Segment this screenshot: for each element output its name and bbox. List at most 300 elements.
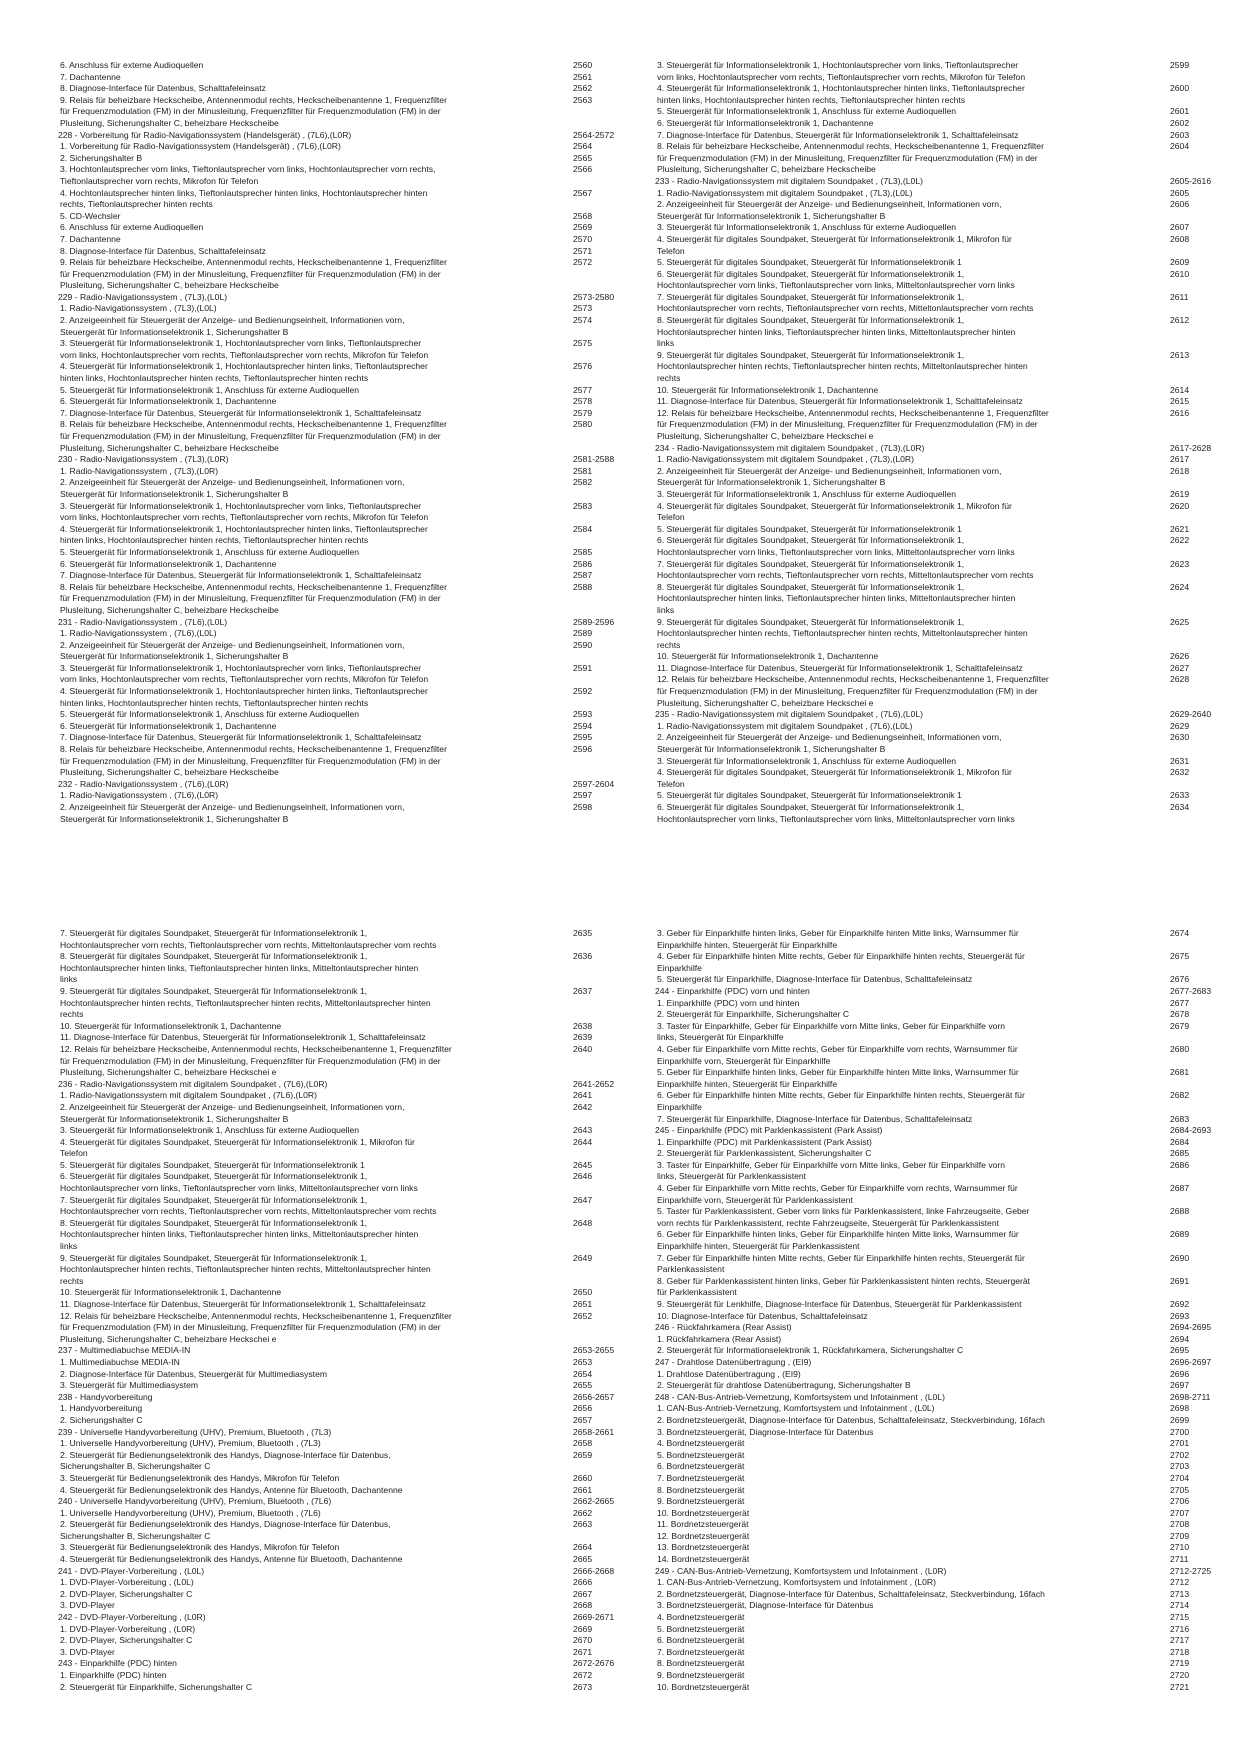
entry-text: 2. Anzeigeeinheit für Steuergerät der Anzeige- und Bedienungseinheit, Informationen vorn, Steuergerät für Informationselektronik 1, Sicherungshalter B: [60, 477, 405, 499]
entry-page-number: 2575: [573, 338, 593, 349]
index-entry: [655, 1392, 1240, 1404]
entry-page-number: 2595: [573, 732, 593, 743]
index-entry: [58, 1102, 643, 1125]
entry-page-number: 2645: [573, 1159, 593, 1170]
index-entry: [58, 951, 643, 986]
entry-page-number: 2577: [573, 384, 593, 395]
index-entry: [655, 1531, 1240, 1543]
entry-page-number: 2581-2588: [573, 454, 615, 465]
index-entry: [58, 1496, 643, 1508]
entry-text: 6. Anschluss für externe Audioquellen: [60, 60, 204, 70]
index-entry: [655, 1612, 1240, 1624]
entry-text: 3. Steuergerät für Bedienungselektronik des Handys, Mikrofon für Telefon: [60, 1542, 340, 1553]
entry-text: 8. Diagnose-Interface für Datenbus, Schalttafeleinsatz: [60, 83, 266, 94]
entry-page-number: 2685: [1170, 1148, 1190, 1159]
entry-page-number: 2590: [573, 639, 593, 650]
entry-text: 11. Diagnose-Interface für Datenbus, Steuergerät für Informationselektronik 1, Schalttafeleinsatz: [60, 1299, 426, 1309]
entry-page-number: 2697: [1170, 1380, 1190, 1391]
entry-text: 1. DVD-Player-Vorbereitung , (L0L): [60, 1577, 194, 1588]
index-entry: [58, 570, 643, 582]
entry-text: 229 - Radio-Navigationssystem , (7L3),(L0L): [58, 291, 228, 302]
index-entry: [58, 1403, 643, 1415]
entry-page-number: 2693: [1170, 1310, 1190, 1321]
entry-text: 2. DVD-Player, Sicherungshalter C: [60, 1588, 193, 1599]
entry-page-number: 2711: [1170, 1554, 1189, 1565]
index-entry: [655, 1044, 1240, 1067]
entry-page-number: 2709: [1170, 1530, 1190, 1541]
index-entry: [655, 663, 1240, 675]
index-entry: [655, 1415, 1240, 1427]
entry-page-number: 2706: [1170, 1496, 1190, 1507]
entry-text: 14. Bordnetzsteuergerät: [657, 1554, 750, 1565]
entry-page-number: 2572: [573, 257, 593, 268]
entry-text: 6. Steuergerät für digitales Soundpaket, Steuergerät für Informationselektronik 1, Hochtonlautsprecher vorn links, Tieftonlautsprecher vorn links, Mitteltonlautsprecher vorn links: [60, 1171, 418, 1194]
entry-page-number: 2564: [573, 141, 593, 152]
index-entry: [58, 547, 643, 559]
index-entry: [655, 1589, 1240, 1601]
entry-text: 8. Steuergerät für digitales Soundpaket, Steuergerät für Informationselektronik 1, Hochtonlautsprecher hinten links, Tieftonlautsprecher hinten links, Mitteltonlautsprecher hinten links: [60, 1217, 419, 1252]
entry-text: 2. Sicherungshalter C: [60, 1414, 143, 1425]
index-entry: [58, 1137, 643, 1160]
index-column-top-right: [655, 60, 1240, 825]
entry-text: 8. Steuergerät für digitales Soundpaket, Steuergerät für Informationselektronik 1, Hochtonlautsprecher hinten links, Tieftonlautsprecher hinten links, Mitteltonlautsprecher hinten links: [657, 581, 1016, 615]
entry-text: 5. Steuergerät für digitales Soundpaket, Steuergerät für Informationselektronik 1: [657, 790, 962, 801]
index-entry: [58, 141, 643, 153]
entry-text: 9. Relais für beheizbare Heckscheibe, Antennenmodul rechts, Heckscheibenantenne 1, Frequenzfilter für Frequenzmodulation (FM) in der Minusleitung, Frequenzfilter für Frequenzmodulation (FM) in der Plusleitung, Sicherungshalter C, beheizbare Heckscheibe: [60, 94, 447, 128]
index-entry: [58, 640, 643, 663]
index-entry: [655, 1508, 1240, 1520]
index-entry: [655, 199, 1240, 222]
index-entry: [655, 1345, 1240, 1357]
entry-page-number: 2654: [573, 1368, 593, 1379]
entry-text: 9. Steuergerät für digitales Soundpaket, Steuergerät für Informationselektronik 1, Hochtonlautsprecher hinten rechts, Tieftonlautsprecher hinten rechts, Mitteltonlautsprecher hinten rechts: [60, 985, 431, 1020]
entry-text: 6. Steuergerät für digitales Soundpaket, Steuergerät für Informationselektronik 1, Hochtonlautsprecher vorn links, Tieftonlautsprecher vorn links, Mitteltonlautsprecher vorn links: [657, 268, 1015, 291]
entry-text: 8. Bordnetzsteuergerät: [657, 1658, 745, 1669]
entry-text: 9. Steuergerät für Lenkhilfe, Diagnose-Interface für Datenbus, Steuergerät für Parklenkassistent: [657, 1299, 1022, 1309]
index-entry: [58, 1485, 643, 1497]
entry-text: 1. Einparkhilfe (PDC) mit Parklenkassistent (Park Assist): [657, 1136, 872, 1147]
index-entry: [655, 1090, 1240, 1113]
index-entry: [655, 1148, 1240, 1160]
entry-text: 3. Hochtonlautsprecher vorn links, Tieftonlautsprecher vorn links, Hochtonlautsprecher vorn rechts, Tieftonlautsprecher vorn rechts, Mikrofon für Telefon: [60, 164, 436, 186]
index-entry: [655, 1670, 1240, 1682]
entry-page-number: 2607: [1170, 222, 1190, 233]
entry-page-number: 2597: [573, 790, 593, 801]
index-entry: [58, 1171, 643, 1194]
entry-page-number: 2688: [1170, 1206, 1190, 1217]
index-entry: [655, 709, 1240, 721]
index-entry: [655, 1519, 1240, 1531]
index-entry: [655, 1334, 1240, 1346]
index-entry: [655, 767, 1240, 790]
index-entry: [655, 257, 1240, 269]
entry-page-number: 2651: [573, 1299, 593, 1309]
entry-text: 10. Bordnetzsteuergerät: [657, 1681, 750, 1692]
index-entry: [58, 501, 643, 524]
index-entry: [655, 1322, 1240, 1334]
entry-text: 2. Anzeigeeinheit für Steuergerät der Anzeige- und Bedienungseinheit, Informationen vorn, Steuergerät für Informationselektronik 1, Sicherungshalter B: [60, 802, 405, 824]
entry-text: 6. Steuergerät für Informationselektronik 1, Dachantenne: [657, 117, 874, 128]
entry-page-number: 2600: [1170, 83, 1190, 94]
index-entry: [655, 1021, 1240, 1044]
entry-text: 3. Steuergerät für Informationselektronik 1, Anschluss für externe Audioquellen: [657, 755, 957, 766]
entry-text: 5. Bordnetzsteuergerät: [657, 1623, 745, 1634]
index-entry: [58, 222, 643, 234]
entry-page-number: 2570: [573, 233, 593, 244]
entry-page-number: 2614: [1170, 384, 1190, 395]
entry-page-number: 2695: [1170, 1345, 1190, 1356]
index-entry: [58, 1542, 643, 1554]
index-entry: [58, 582, 643, 617]
entry-text: 2. Anzeigeeinheit für Steuergerät der Anzeige- und Bedienungseinheit, Informationen vorn, Steuergerät für Informationselektronik 1, Sicherungshalter B: [657, 732, 1002, 755]
entry-text: 2. Anzeigeeinheit für Steuergerät der Anzeige- und Bedienungseinheit, Informationen vorn, Steuergerät für Informationselektronik 1, Sicherungshalter B: [60, 315, 405, 337]
index-column-bottom-left: [58, 928, 643, 1693]
entry-page-number: 2576: [573, 361, 593, 372]
entry-text: 6. Geber für Einparkhilfe hinten Mitte rechts, Geber für Einparkhilfe hinten rechts, Steuergerät für Einparkhilfe: [657, 1090, 1025, 1112]
entry-text: 3. Bordnetzsteuergerät, Diagnose-Interface für Datenbus: [657, 1426, 874, 1437]
index-entry: [58, 188, 643, 211]
index-entry: [58, 686, 643, 709]
index-entry: [655, 1624, 1240, 1636]
entry-page-number: 2661: [573, 1484, 593, 1495]
entry-page-number: 2601: [1170, 106, 1190, 117]
index-entry: [58, 303, 643, 315]
index-entry: [655, 802, 1240, 825]
index-entry: [655, 396, 1240, 408]
entry-text: 6. Steuergerät für digitales Soundpaket, Steuergerät für Informationselektronik 1, Hochtonlautsprecher vorn links, Tieftonlautsprecher vorn links, Mitteltonlautsprecher vorn links: [657, 535, 1015, 557]
entry-text: 12. Relais für beheizbare Heckscheibe, Antennenmodul rechts, Heckscheibenantenne 1, Frequenzfilter für Frequenzmodulation (FM) in der Minusleitung, Frequenzfilter für Frequenzmodulation (FM) in der Plusleitung, Sicherungshalter C, beheizbare Heckschei e: [60, 1043, 452, 1078]
entry-text: 3. Steuergerät für Informationselektronik 1, Hochtonlautsprecher vorn links, Tieftonlautsprecher vorn links, Hochtonlautsprecher vorn rechts, Tieftonlautsprecher vorn rechts, Mikrofon für Telefon: [60, 662, 429, 685]
entry-text: 1. DVD-Player-Vorbereitung , (L0R): [60, 1623, 196, 1634]
index-column-top-left: [58, 60, 643, 825]
index-entry: [58, 1311, 643, 1346]
index-entry: [58, 1600, 643, 1612]
index-entry: [58, 83, 643, 95]
entry-text: 241 - DVD-Player-Vorbereitung , (L0L): [58, 1565, 205, 1576]
entry-page-number: 2629: [1170, 720, 1190, 731]
entry-text: 9. Bordnetzsteuergerät: [657, 1670, 745, 1680]
index-entry: [655, 385, 1240, 397]
entry-page-number: 2669-2671: [573, 1612, 615, 1623]
index-entry: [58, 246, 643, 258]
index-entry: [58, 1195, 643, 1218]
entry-text: 4. Steuergerät für Informationselektronik 1, Hochtonlautsprecher hinten links, Tieftonlautsprecher hinten links, Hochtonlautsprecher hinten rechts, Tieftonlautsprecher hinten rechts: [60, 361, 428, 384]
entry-page-number: 2662: [573, 1507, 593, 1518]
entry-page-number: 2567: [573, 187, 593, 198]
index-entry: [655, 756, 1240, 768]
entry-text: 8. Relais für beheizbare Heckscheibe, Antennenmodul rechts, Heckscheibenantenne 1, Frequenzfilter für Frequenzmodulation (FM) in der Minusleitung, Frequenzfilter für Frequenzmodulation (FM) in der Plusleitung, Sicherungshalter C, beheizbare Heckscheibe: [60, 744, 447, 778]
entry-text: 3. DVD-Player: [60, 1600, 115, 1611]
entry-page-number: 2568: [573, 210, 593, 221]
entry-text: 238 - Handyvorbereitung: [58, 1391, 153, 1402]
index-entry: [655, 1183, 1240, 1206]
entry-text: 237 - Multimediabuchse MEDIA-IN: [58, 1345, 191, 1356]
entry-page-number: 2566: [573, 164, 593, 175]
index-entry: [655, 1369, 1240, 1381]
entry-page-number: 2615: [1170, 396, 1190, 407]
entry-text: 2. Sicherungshalter B: [60, 152, 143, 163]
index-entry: [58, 617, 643, 629]
index-entry: [58, 1554, 643, 1566]
index-entry: [655, 524, 1240, 536]
entry-page-number: 2660: [573, 1472, 593, 1483]
index-entry: [58, 396, 643, 408]
index-entry: [58, 1577, 643, 1589]
entry-page-number: 2668: [573, 1600, 593, 1611]
index-entry: [58, 1519, 643, 1542]
entry-page-number: 2620: [1170, 500, 1190, 511]
index-entry: [655, 1647, 1240, 1659]
index-entry: [58, 1021, 643, 1033]
entry-text: 4. Steuergerät für digitales Soundpaket, Steuergerät für Informationselektronik 1, Mikrofon für Telefon: [657, 767, 1012, 789]
entry-page-number: 2649: [573, 1252, 593, 1263]
entry-page-number: 2582: [573, 477, 593, 488]
entry-page-number: 2591: [573, 662, 593, 673]
entry-page-number: 2650: [573, 1287, 593, 1298]
entry-page-number: 2563: [573, 94, 593, 105]
entry-text: 236 - Radio-Navigationssystem mit digitalem Soundpaket , (7L6),(L0R): [58, 1078, 328, 1089]
entry-page-number: 2703: [1170, 1461, 1190, 1472]
entry-page-number: 2569: [573, 222, 593, 233]
entry-page-number: 2643: [573, 1125, 593, 1136]
entry-text: 1. Handyvorbereitung: [60, 1403, 143, 1414]
entry-page-number: 2666-2668: [573, 1565, 615, 1576]
entry-page-number: 2684-2693: [1170, 1125, 1212, 1136]
entry-page-number: 2708: [1170, 1519, 1190, 1530]
entry-text: 1. Einparkhilfe (PDC) vorn und hinten: [657, 997, 800, 1008]
entry-page-number: 2633: [1170, 790, 1190, 801]
entry-text: 8. Bordnetzsteuergerät: [657, 1484, 745, 1495]
index-entry: [58, 721, 643, 733]
index-entry: [655, 535, 1240, 558]
entry-page-number: 2587: [573, 570, 593, 581]
entry-page-number: 2606: [1170, 199, 1190, 210]
entry-text: 7. Geber für Einparkhilfe hinten Mitte rechts, Geber für Einparkhilfe hinten rechts, Steuergerät für Parklenkassistent: [657, 1252, 1025, 1275]
entry-text: 1. Radio-Navigationssystem , (7L3),(L0L): [60, 303, 217, 314]
entry-page-number: 2690: [1170, 1252, 1190, 1263]
index-entry: [58, 1090, 643, 1102]
entry-text: 4. Steuergerät für Informationselektronik 1, Hochtonlautsprecher hinten links, Tieftonlautsprecher hinten links, Hochtonlautsprecher hinten rechts, Tieftonlautsprecher hinten rechts: [60, 686, 428, 708]
index-entry: [58, 1438, 643, 1450]
entry-text: 1. CAN-Bus-Antrieb-Vernetzung, Komfortsystem und Infotainment , (L0L): [657, 1403, 935, 1414]
entry-page-number: 2656: [573, 1403, 593, 1414]
entry-page-number: 2579: [573, 407, 593, 418]
entry-page-number: 2646: [573, 1171, 593, 1182]
entry-text: 10. Steuergerät für Informationselektronik 1, Dachantenne: [60, 1020, 282, 1031]
entry-text: 2. Anzeigeeinheit für Steuergerät der Anzeige- und Bedienungseinheit, Informationen vorn, Steuergerät für Informationselektronik 1, Sicherungshalter B: [657, 465, 1002, 488]
entry-page-number: 2635: [573, 928, 593, 938]
index-entry: [655, 951, 1240, 974]
entry-text: 4. Bordnetzsteuergerät: [657, 1438, 745, 1449]
entry-page-number: 2561: [573, 71, 593, 82]
entry-text: 1. Universelle Handyvorbereitung (UHV), Premium, Bluetooth , (7L3): [60, 1438, 321, 1449]
entry-text: 3. Steuergerät für Informationselektronik 1, Hochtonlautsprecher vorn links, Tieftonlautsprecher vorn links, Hochtonlautsprecher vorn rechts, Tieftonlautsprecher vorn rechts, Mikrofon für Telefon: [657, 60, 1026, 82]
index-entry: [655, 1357, 1240, 1369]
index-entry: [655, 617, 1240, 652]
index-entry: [58, 385, 643, 397]
entry-text: 7. Diagnose-Interface für Datenbus, Steuergerät für Informationselektronik 1, Schalttafeleinsatz: [657, 129, 1019, 140]
entry-page-number: 2581: [573, 465, 593, 476]
index-entry: [58, 1473, 643, 1485]
entry-page-number: 2658-2661: [573, 1426, 615, 1437]
entry-page-number: 2648: [573, 1217, 593, 1228]
entry-text: 9. Steuergerät für digitales Soundpaket, Steuergerät für Informationselektronik 1, Hochtonlautsprecher hinten rechts, Tieftonlautsprecher hinten rechts, Mitteltonlautsprecher hinten rechts: [60, 1252, 431, 1286]
index-entry: [655, 1473, 1240, 1485]
entry-text: 8. Steuergerät für digitales Soundpaket, Steuergerät für Informationselektronik 1, Hochtonlautsprecher hinten links, Tieftonlautsprecher hinten links, Mitteltonlautsprecher hinten links: [60, 951, 419, 985]
index-entry: [655, 501, 1240, 524]
entry-text: 7. Steuergerät für digitales Soundpaket, Steuergerät für Informationselektronik 1, Hochtonlautsprecher vorn rechts, Tieftonlautsprecher vorn rechts, Mitteltonlautsprecher vorn rechts: [657, 558, 1034, 581]
entry-page-number: 2653: [573, 1356, 593, 1367]
entry-page-number: 2608: [1170, 233, 1190, 244]
entry-page-number: 2679: [1170, 1020, 1190, 1031]
entry-page-number: 2597-2604: [573, 778, 615, 789]
entry-page-number: 2682: [1170, 1090, 1190, 1101]
entry-text: 2. Steuergerät für Bedienungselektronik des Handys, Diagnose-Interface für Datenbus, Sicherungshalter B, Sicherungshalter C: [60, 1519, 391, 1541]
entry-page-number: 2621: [1170, 523, 1190, 534]
index-entry: [655, 489, 1240, 501]
entry-text: 11. Bordnetzsteuergerät: [657, 1519, 749, 1530]
entry-page-number: 2698-2711: [1170, 1391, 1211, 1402]
entry-page-number: 2653-2655: [573, 1345, 615, 1356]
entry-text: 2. DVD-Player, Sicherungshalter C: [60, 1635, 193, 1646]
index-entry: [58, 1415, 643, 1427]
entry-text: 246 - Rückfahrkamera (Rear Assist): [655, 1322, 792, 1333]
index-entry: [655, 1380, 1240, 1392]
entry-text: 2. Anzeigeeinheit für Steuergerät der Anzeige- und Bedienungseinheit, Informationen vorn, Steuergerät für Informationselektronik 1, Sicherungshalter B: [657, 199, 1002, 221]
entry-text: 10. Steuergerät für Informationselektronik 1, Dachantenne: [60, 1287, 282, 1298]
entry-page-number: 2602: [1170, 117, 1190, 128]
entry-page-number: 2664: [573, 1542, 593, 1553]
index-entry: [58, 1635, 643, 1647]
entry-page-number: 2599: [1170, 60, 1190, 70]
entry-text: 12. Bordnetzsteuergerät: [657, 1530, 750, 1541]
entry-page-number: 2676: [1170, 974, 1190, 985]
entry-text: 10. Steuergerät für Informationselektronik 1, Dachantenne: [657, 651, 879, 662]
entry-text: 3. Steuergerät für Bedienungselektronik des Handys, Mikrofon für Telefon: [60, 1472, 340, 1483]
index-entry: [655, 1461, 1240, 1473]
entry-page-number: 2617-2628: [1170, 442, 1212, 453]
entry-text: 6. Steuergerät für Informationselektronik 1, Dachantenne: [60, 720, 277, 731]
entry-page-number: 2598: [573, 802, 593, 812]
index-entry: [655, 1635, 1240, 1647]
entry-text: 2. Steuergerät für Informationselektronik 1, Rückfahrkamera, Sicherungshalter C: [657, 1345, 964, 1356]
entry-page-number: 2573-2580: [573, 291, 615, 302]
entry-text: 3. Steuergerät für Multimediasystem: [60, 1380, 199, 1391]
entry-text: 249 - CAN-Bus-Antrieb-Vernetzung, Komfortsystem und Infotainment , (L0R): [655, 1565, 947, 1576]
index-entry: [655, 1600, 1240, 1612]
entry-page-number: 2696-2697: [1170, 1356, 1212, 1367]
entry-text: 2. Anzeigeeinheit für Steuergerät der Anzeige- und Bedienungseinheit, Informationen vorn, Steuergerät für Informationselektronik 1, Sicherungshalter B: [60, 639, 405, 662]
index-entry: [655, 1577, 1240, 1589]
entry-page-number: 2686: [1170, 1159, 1190, 1170]
entry-page-number: 2659: [573, 1449, 593, 1460]
entry-text: 245 - Einparkhilfe (PDC) mit Parklenkassistent (Park Assist): [655, 1125, 883, 1136]
entry-page-number: 2662-2665: [573, 1496, 615, 1507]
entry-text: 1. Radio-Navigationssystem mit digitalem Soundpaket , (7L3),(L0L): [657, 187, 913, 198]
entry-page-number: 2603: [1170, 129, 1190, 140]
entry-text: 7. Steuergerät für Einparkhilfe, Diagnose-Interface für Datenbus, Schalttafeleinsatz: [657, 1113, 973, 1124]
entry-text: 244 - Einparkhilfe (PDC) vorn und hinten: [655, 985, 810, 996]
index-entry: [655, 1438, 1240, 1450]
entry-text: 7. Diagnose-Interface für Datenbus, Steuergerät für Informationselektronik 1, Schalttafeleinsatz: [60, 732, 422, 743]
entry-text: 5. Steuergerät für Informationselektronik 1, Anschluss für externe Audioquellen: [60, 709, 360, 720]
index-entry: [58, 1566, 643, 1578]
entry-page-number: 2669: [573, 1623, 593, 1634]
index-entry: [58, 164, 643, 187]
entry-text: 5. Steuergerät für digitales Soundpaket, Steuergerät für Informationselektronik 1: [657, 257, 962, 268]
entry-page-number: 2562: [573, 83, 593, 94]
index-entry: [655, 1299, 1240, 1311]
entry-page-number: 2694-2695: [1170, 1322, 1212, 1333]
index-entry: [655, 269, 1240, 292]
index-entry: [655, 83, 1240, 106]
entry-page-number: 2672: [573, 1670, 593, 1680]
index-entry: [655, 222, 1240, 234]
entry-text: 7. Dachantenne: [60, 71, 121, 82]
entry-page-number: 2701: [1170, 1438, 1190, 1449]
index-entry: [58, 234, 643, 246]
entry-page-number: 2656-2657: [573, 1391, 615, 1402]
entry-text: 12. Relais für beheizbare Heckscheibe, Antennenmodul rechts, Heckscheibenantenne 1, Frequenzfilter für Frequenzmodulation (FM) in der Minusleitung, Frequenzfilter für Frequenzmodulation (FM) in der Plusleitung, Sicherungshalter C, beheizbare Heckschei e: [657, 674, 1049, 708]
index-entry: [58, 1125, 643, 1137]
index-entry: [58, 1345, 643, 1357]
entry-text: 12. Relais für beheizbare Heckscheibe, Antennenmodul rechts, Heckscheibenantenne 1, Frequenzfilter für Frequenzmodulation (FM) in der Minusleitung, Frequenzfilter für Frequenzmodulation (FM) in der Plusleitung, Sicherungshalter C, beheizbare Heckschei e: [60, 1310, 452, 1344]
index-entry: [655, 1276, 1240, 1299]
entry-page-number: 2658: [573, 1438, 593, 1449]
index-entry: [58, 1624, 643, 1636]
entry-page-number: 2710: [1170, 1542, 1190, 1553]
index-entry: [58, 477, 643, 500]
entry-page-number: 2611: [1170, 291, 1189, 302]
entry-text: 2. Steuergerät für Bedienungselektronik des Handys, Diagnose-Interface für Datenbus, Sicherungshalter B, Sicherungshalter C: [60, 1449, 391, 1472]
entry-page-number: 2632: [1170, 767, 1190, 778]
index-entry: [655, 986, 1240, 998]
entry-text: 6. Geber für Einparkhilfe hinten links, Geber für Einparkhilfe hinten Mitte links, Warnsummer für Einparkhilfe hinten, Steuergerät für Parklenkassistent: [657, 1229, 1019, 1252]
entry-text: 3. Steuergerät für Informationselektronik 1, Anschluss für externe Audioquellen: [657, 488, 957, 499]
entry-page-number: 2641: [573, 1090, 593, 1101]
entry-text: 7. Steuergerät für digitales Soundpaket, Steuergerät für Informationselektronik 1, Hochtonlautsprecher vorn rechts, Tieftonlautsprecher vorn rechts, Mitteltonlautsprecher vorn rechts: [60, 1194, 437, 1217]
entry-text: 2. Steuergerät für Einparkhilfe, Sicherungshalter C: [657, 1009, 850, 1020]
index-entry: [58, 315, 643, 338]
entry-page-number: 2719: [1170, 1658, 1190, 1669]
entry-text: 1. Radio-Navigationssystem mit digitalem Soundpaket , (7L6),(L0L): [657, 720, 913, 731]
index-entry: [58, 628, 643, 640]
index-entry: [655, 790, 1240, 802]
entry-page-number: 2604: [1170, 141, 1190, 152]
index-entry: [655, 1566, 1240, 1578]
entry-text: 5. Steuergerät für Informationselektronik 1, Anschluss für externe Audioquellen: [60, 546, 360, 557]
entry-page-number: 2605: [1170, 187, 1190, 198]
entry-text: 8. Geber für Parklenkassistent hinten links, Geber für Parklenkassistent hinten rechts, Steuergerät für Parklenkassistent: [657, 1275, 1031, 1298]
entry-page-number: 2618: [1170, 465, 1190, 476]
entry-page-number: 2674: [1170, 928, 1190, 938]
entry-text: 1. Radio-Navigationssystem , (7L3),(L0R): [60, 465, 219, 476]
entry-page-number: 2634: [1170, 802, 1190, 812]
entry-text: 3. Steuergerät für Informationselektronik 1, Hochtonlautsprecher vorn links, Tieftonlautsprecher vorn links, Hochtonlautsprecher vorn rechts, Tieftonlautsprecher vorn rechts, Mikrofon für Telefon: [60, 338, 429, 360]
entry-text: 4. Geber für Einparkhilfe vorn Mitte rechts, Geber für Einparkhilfe vorn rechts, Warnsummer für Einparkhilfe vorn, Steuergerät für Einparkhilfe: [657, 1043, 1018, 1066]
index-entry: [58, 1380, 643, 1392]
entry-text: 1. CAN-Bus-Antrieb-Vernetzung, Komfortsystem und Infotainment , (L0R): [657, 1577, 936, 1588]
entry-text: 8. Diagnose-Interface für Datenbus, Schalttafeleinsatz: [60, 245, 266, 256]
index-entry: [58, 1682, 643, 1694]
index-entry: [655, 1496, 1240, 1508]
index-entry: [655, 1403, 1240, 1415]
entry-text: 5. Steuergerät für digitales Soundpaket, Steuergerät für Informationselektronik 1: [657, 523, 962, 534]
entry-text: 6. Steuergerät für digitales Soundpaket, Steuergerät für Informationselektronik 1, Hochtonlautsprecher vorn links, Tieftonlautsprecher vorn links, Mitteltonlautsprecher vorn links: [657, 802, 1015, 824]
entry-text: 4. Geber für Einparkhilfe vorn Mitte rechts, Geber für Einparkhilfe vorn rechts, Warnsummer für Einparkhilfe vorn, Steuergerät für Parklenkassistent: [657, 1183, 1018, 1205]
index-entry: [58, 663, 643, 686]
entry-text: 9. Steuergerät für digitales Soundpaket, Steuergerät für Informationselektronik 1, Hochtonlautsprecher hinten rechts, Tieftonlautsprecher hinten rechts, Mitteltonlautsprecher hinten rechts: [657, 616, 1028, 650]
